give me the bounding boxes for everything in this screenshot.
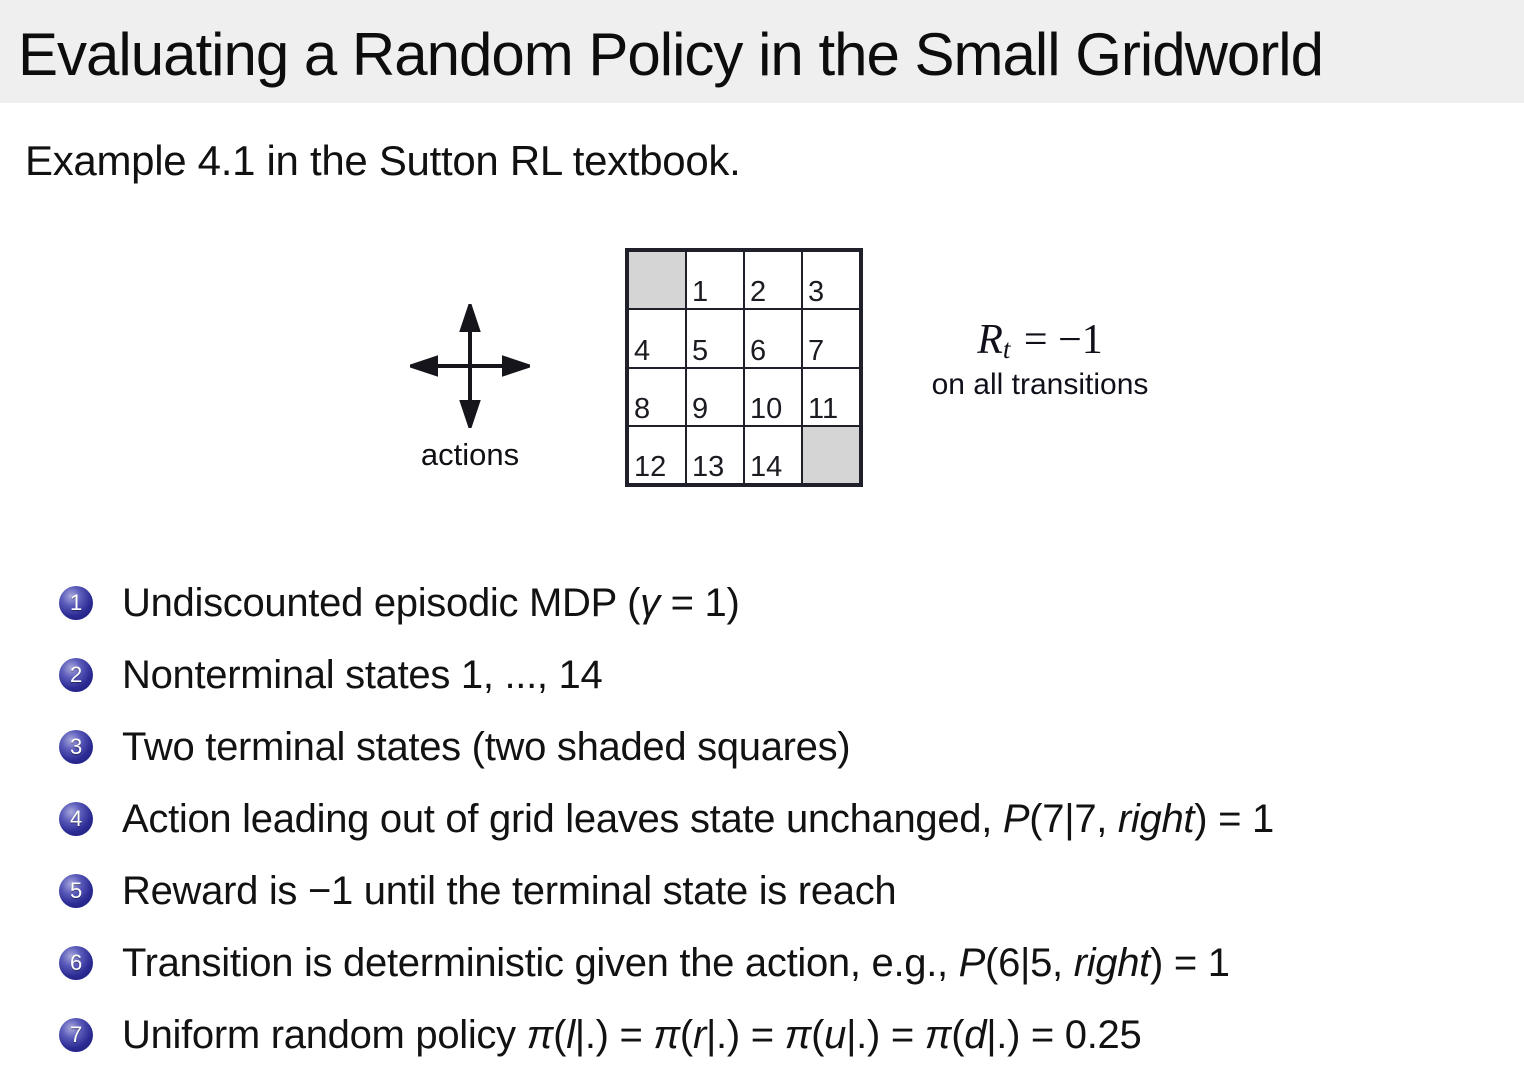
item-number-badge: 6 <box>59 946 93 980</box>
text-segment: |.) = 0.25 <box>986 1012 1142 1057</box>
grid-cell-number: 11 <box>808 392 839 425</box>
reward-annotation <box>897 316 1183 402</box>
text-segment: |.) = <box>705 1012 785 1057</box>
text-segment: π <box>784 1012 812 1057</box>
text-segment: ( <box>553 1012 567 1057</box>
grid-cell-number: 9 <box>692 392 709 425</box>
item-number-badge: 3 <box>59 730 93 764</box>
text-segment: right <box>1073 940 1151 985</box>
grid-cell <box>628 309 686 367</box>
text-segment: π <box>526 1012 554 1057</box>
gridworld-grid <box>625 248 863 487</box>
grid-cell-number: 12 <box>634 451 667 483</box>
grid-cell <box>686 368 744 426</box>
actions-label: actions <box>420 437 520 472</box>
grid-cell-terminal <box>802 426 860 484</box>
grid-cell <box>802 309 860 367</box>
list-item <box>59 938 1274 988</box>
grid-cell <box>744 251 802 309</box>
grid-cell-number: 5 <box>692 334 709 367</box>
grid-cell <box>744 426 802 484</box>
text-segment: ) = 1 <box>1150 940 1230 985</box>
text-segment: π <box>653 1012 680 1057</box>
text-segment: ( <box>811 1012 825 1057</box>
text-segment: 1, ..., 14 <box>460 652 603 697</box>
list-item <box>59 578 1274 628</box>
grid-cell-number: 13 <box>692 451 725 483</box>
item-text <box>122 1013 1141 1058</box>
grid-cell-terminal <box>628 251 686 309</box>
grid-cell-number: 7 <box>808 334 825 367</box>
actions-arrows-icon <box>410 304 530 428</box>
grid-cell-number: 2 <box>750 276 767 309</box>
list-item <box>59 722 1274 772</box>
enumerate-list <box>59 578 1274 1060</box>
reward-symbol: R <box>977 317 1003 363</box>
item-text <box>122 653 602 698</box>
list-item <box>59 794 1274 844</box>
text-segment: (7|7, <box>1029 796 1118 841</box>
text-segment: ( <box>679 1012 693 1057</box>
list-item <box>59 650 1274 700</box>
item-text <box>122 797 1274 842</box>
text-segment: Two terminal states (two shaded squares) <box>122 724 851 769</box>
grid-cell-number: 14 <box>750 451 783 483</box>
grid-cell-number: 10 <box>750 392 783 425</box>
text-segment: −1 <box>307 868 353 913</box>
text-segment: (6|5, <box>985 940 1074 985</box>
grid-cell <box>744 309 802 367</box>
text-segment: π <box>924 1012 952 1057</box>
text-segment: l <box>566 1012 575 1057</box>
text-segment: = 1) <box>659 580 740 625</box>
list-item <box>59 1010 1274 1060</box>
grid-cell <box>744 368 802 426</box>
text-segment: Action leading out of grid leaves state unchanged, <box>122 796 1003 841</box>
grid-cell <box>628 368 686 426</box>
item-text <box>122 941 1230 986</box>
text-segment: d <box>964 1012 987 1057</box>
text-segment: |.) = <box>574 1012 654 1057</box>
text-segment: ( <box>951 1012 965 1057</box>
text-segment: P <box>958 940 986 985</box>
item-number-badge: 4 <box>59 802 93 836</box>
text-segment: Nonterminal states <box>122 652 461 697</box>
text-segment: Undiscounted episodic MDP <box>122 580 628 625</box>
text-segment: P <box>1002 796 1030 841</box>
reward-caption: on all transitions <box>931 368 1149 401</box>
text-segment: right <box>1117 796 1195 841</box>
text-segment: Reward is <box>122 868 308 913</box>
item-text <box>122 725 850 770</box>
grid-cell <box>686 309 744 367</box>
item-text <box>122 581 739 626</box>
item-number-badge: 5 <box>59 874 93 908</box>
item-number-badge: 2 <box>59 658 93 692</box>
grid-cell <box>802 368 860 426</box>
text-segment: ( <box>627 580 641 625</box>
grid-cell <box>628 426 686 484</box>
grid-cell-number: 3 <box>808 276 825 309</box>
item-number-badge: 1 <box>59 586 93 620</box>
subtitle: Example 4.1 in the Sutton RL textbook. <box>25 137 741 184</box>
grid-cell-number: 6 <box>750 334 767 367</box>
grid-cell-number: 4 <box>634 334 651 367</box>
reward-subscript: t <box>1002 334 1011 364</box>
text-segment: Transition is deterministic given the action, e.g., <box>122 940 959 985</box>
list-item <box>59 866 1274 916</box>
text-segment: r <box>692 1012 706 1057</box>
reward-formula <box>897 316 1183 365</box>
grid-cell-number: 8 <box>634 392 651 425</box>
text-segment: γ <box>640 580 660 625</box>
text-segment: |.) = <box>846 1012 925 1057</box>
text-segment: until the terminal state is reach <box>352 868 897 913</box>
item-text <box>122 869 896 914</box>
grid-cell-number: 1 <box>692 276 709 309</box>
item-number-badge: 7 <box>59 1018 93 1052</box>
text-segment: Uniform random policy <box>122 1012 527 1057</box>
grid-cell <box>802 251 860 309</box>
reward-equals: = −1 <box>1013 317 1103 363</box>
slide-title: Evaluating a Random Policy in the Small Gridworld <box>18 21 1323 88</box>
grid-cell <box>686 251 744 309</box>
grid-cell <box>686 426 744 484</box>
text-segment: ) = 1 <box>1194 796 1274 841</box>
text-segment: u <box>824 1012 847 1057</box>
